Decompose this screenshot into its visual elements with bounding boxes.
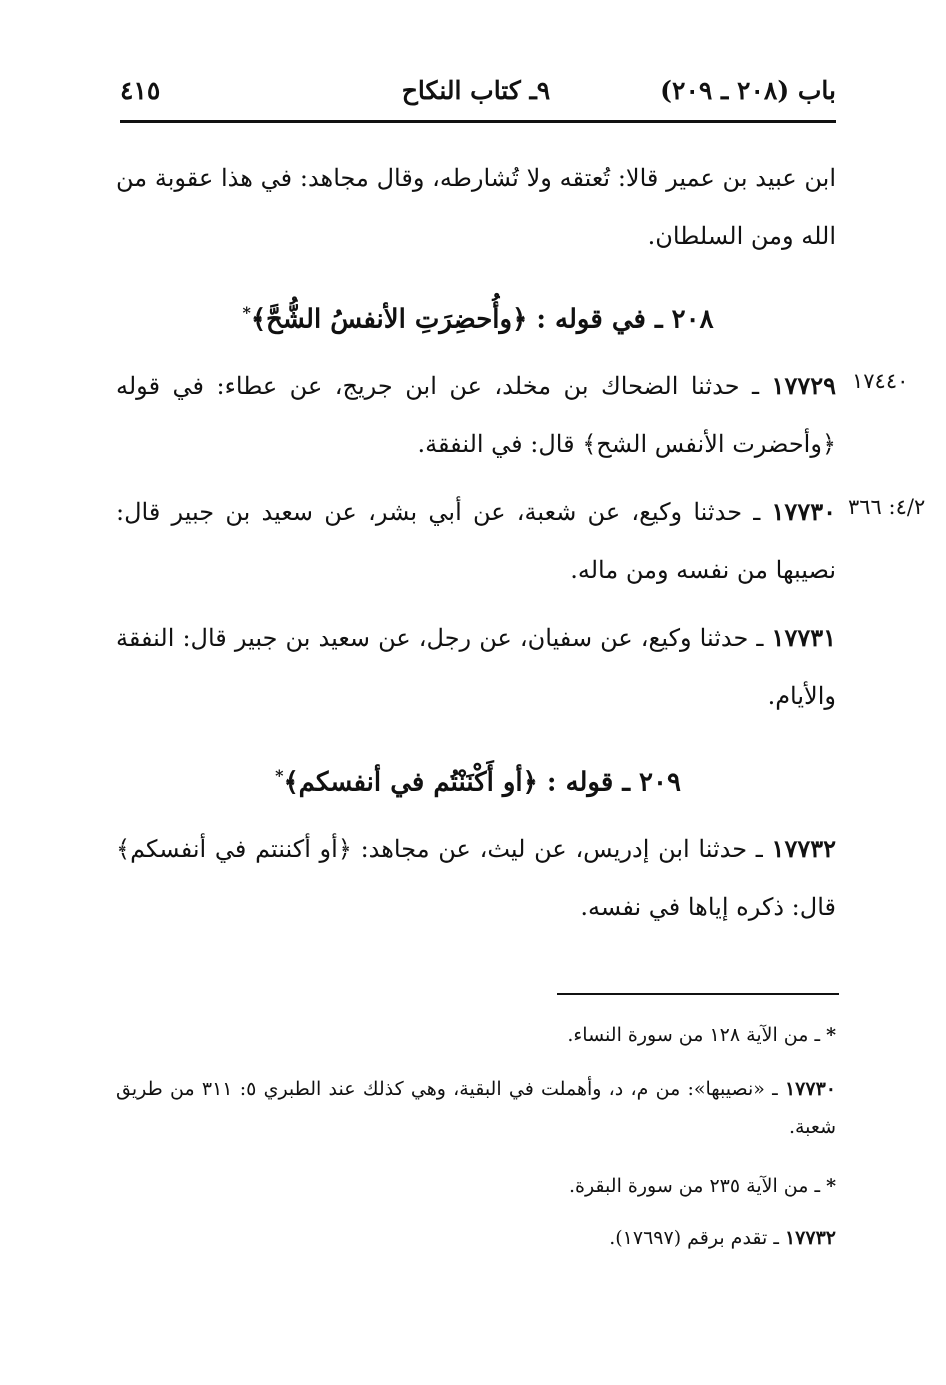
- running-header-chapter: باب (٢٠٨ ـ ٢٠٩): [660, 76, 836, 105]
- running-header-book: ٩ـ كتاب النكاح: [401, 76, 551, 105]
- footnote: [116, 1016, 836, 1054]
- section-209-star: *: [275, 766, 284, 785]
- footnote-text: ـ من الآية ٢٣٥ من سورة البقرة.: [568, 1175, 821, 1197]
- footnote-rule: [557, 993, 839, 995]
- intro-paragraph: ابن عبيد بن عمير قالا: تُعتقه ولا تُشارطه، وقال مجاهد: في هذا عقوبة من الله ومن السلطان.: [116, 164, 836, 250]
- section-209-number: ٢٠٩: [639, 767, 681, 798]
- hadith-entry: [116, 609, 836, 725]
- section-208-verse: ﴿وأُحضِرَتِ الأنفسُ الشُّحَّ﴾: [250, 304, 528, 335]
- section-208-heading: [120, 291, 836, 342]
- hadith-number: ١٧٧٣٠: [771, 497, 836, 526]
- section-208-number: ٢٠٨: [671, 304, 714, 335]
- hadith-entry: [116, 357, 836, 473]
- footnote-text: ـ تقدم برقم (١٧٦٩٧).: [609, 1227, 779, 1249]
- hadith-number: ١٧٧٣٢: [771, 834, 836, 863]
- section-209-verse: ﴿أو أَكْنَنْتُم في أنفسكم﴾: [283, 767, 538, 798]
- footnote-text: ـ «نصيبها»: من م، د، وأهملت في البقية، وهي كذلك عند الطبري ٥: ٣١١ من طريق شعبة.: [116, 1078, 836, 1138]
- hadith-text: ـ حدثنا وكيع، عن سفيان، عن رجل، عن سعيد بن جبير قال: النفقة والأيام.: [116, 624, 836, 710]
- footnote: [116, 1167, 836, 1205]
- footnote: [116, 1070, 836, 1146]
- footnote-marker: ١٧٧٣٠: [784, 1078, 836, 1100]
- section-208-text: ـ في قوله :: [536, 304, 663, 335]
- hadith-entry: [116, 483, 836, 599]
- hadith-text: ـ حدثنا وكيع، عن شعبة، عن أبي بشر، عن سعيد بن جبير قال: نصيبها من نفسه ومن ماله.: [116, 498, 836, 584]
- section-208-star: *: [242, 303, 251, 322]
- margin-reference: ٤/٢: ٣٦٦: [848, 495, 926, 519]
- hadith-text: ـ حدثنا الضحاك بن مخلد، عن ابن جريج، عن عطاء: في قوله ﴿وأحضرت الأنفس الشح﴾ قال: في النفقة.: [116, 372, 836, 458]
- footnote-marker: ١٧٧٣٢: [784, 1227, 836, 1249]
- hadith-text: ـ حدثنا ابن إدريس، عن ليث، عن مجاهد: ﴿أو أكننتم في أنفسكم﴾ قال: ذكره إياها في نفسه.: [116, 835, 836, 921]
- footnote: [116, 1219, 836, 1257]
- footnote-marker: *: [826, 1024, 836, 1046]
- header-rule: [120, 120, 836, 123]
- footnote-marker: *: [826, 1175, 836, 1197]
- hadith-number: ١٧٧٣١: [771, 623, 836, 652]
- page-number: ٤١٥: [120, 76, 161, 105]
- hadith-number: ١٧٧٢٩: [771, 371, 836, 400]
- footnote-text: ـ من الآية ١٢٨ من سورة النساء.: [567, 1024, 821, 1046]
- section-209-text: ـ قوله :: [546, 767, 630, 798]
- hadith-entry: [116, 820, 836, 936]
- section-209-heading: [120, 754, 836, 805]
- margin-reference: ١٧٤٤٠: [852, 369, 909, 393]
